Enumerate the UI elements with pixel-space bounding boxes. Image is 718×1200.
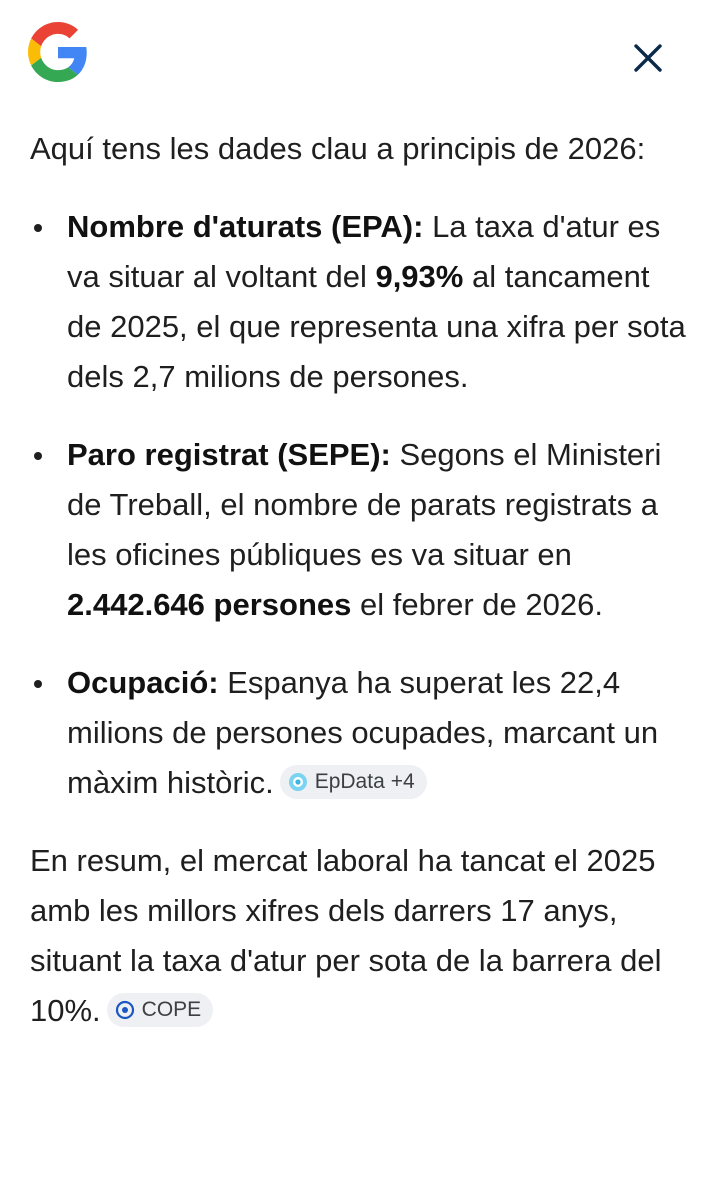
close-icon bbox=[632, 42, 664, 74]
cope-source-icon bbox=[115, 1000, 135, 1020]
highlight-count: 2.442.646 persones bbox=[67, 587, 352, 622]
bullet-heading: Nombre d'aturats (EPA): bbox=[67, 209, 424, 244]
answer-content bbox=[30, 124, 690, 1036]
summary-text: En resum, el mercat laboral ha tancat el 2025 amb les millors xifres dels darrers 17 anys, situant la taxa d'atur per sota de la barrera del 10%. COPE bbox=[30, 843, 662, 1028]
list-item-sepe: Paro registrat (SEPE): Segons el Ministeri de Treball, el nombre de parats registrats a les oficines públiques es va situar en 2.442.646 persones el febrer de 2026. bbox=[30, 430, 690, 630]
source-chip-label: EpData bbox=[314, 769, 385, 793]
bullet-heading: Paro registrat (SEPE): bbox=[67, 437, 391, 472]
google-g-icon bbox=[28, 22, 88, 82]
highlight-rate: 9,93% bbox=[375, 259, 464, 294]
bullet-heading: Ocupació: bbox=[67, 665, 219, 700]
source-chip-cope[interactable] bbox=[107, 993, 214, 1027]
epdata-source-icon bbox=[288, 772, 308, 792]
source-chip-label: COPE bbox=[141, 997, 202, 1021]
list-item-epa: Nombre d'aturats (EPA): La taxa d'atur es va situar al voltant del 9,93% al tancament de 2025, el que representa una xifra per sota dels 2,7 milions de persones. bbox=[30, 202, 690, 402]
key-facts-list bbox=[30, 202, 690, 808]
intro-text: Aquí tens les dades clau a principis de 2026: bbox=[30, 131, 646, 166]
source-chip-epdata[interactable] bbox=[280, 765, 427, 799]
close-button[interactable] bbox=[624, 34, 672, 82]
header bbox=[0, 0, 718, 110]
list-item-ocupacio: Ocupació: Espanya ha superat les 22,4 milions de persones ocupades, marcant un màxim històric. EpData +4 bbox=[30, 658, 690, 808]
source-chip-count: +4 bbox=[390, 769, 415, 793]
